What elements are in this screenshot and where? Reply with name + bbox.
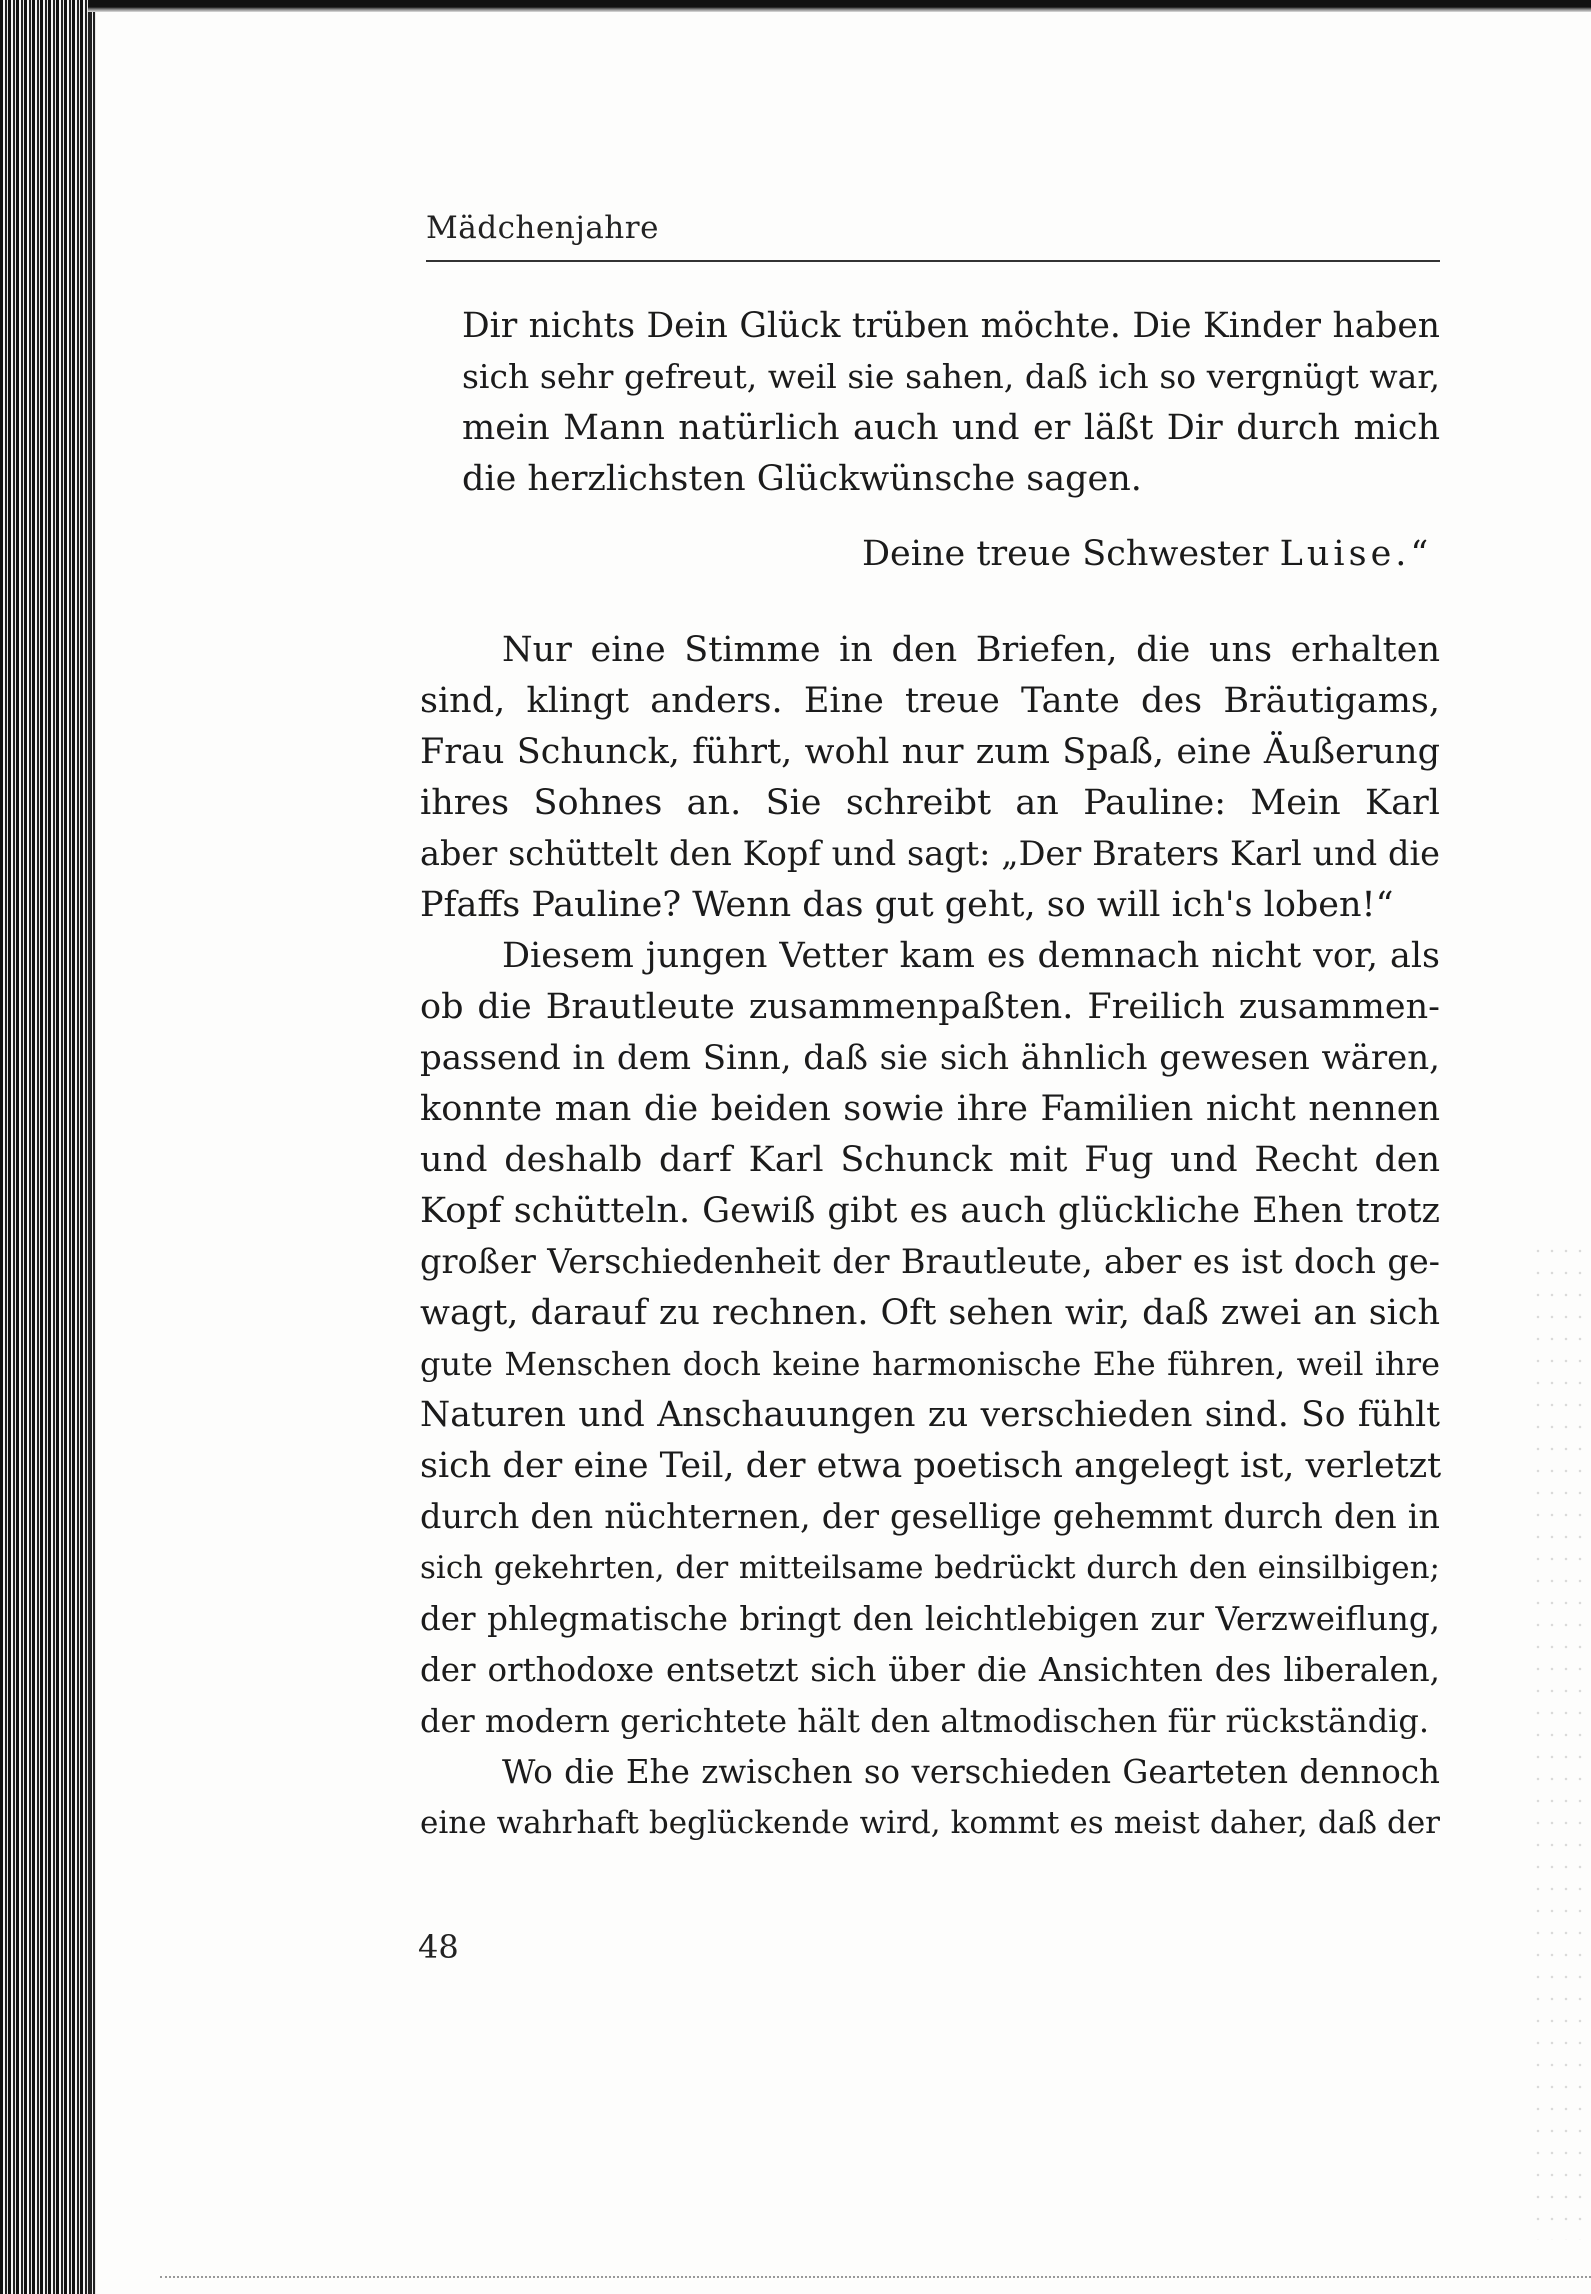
body-line: durch den nüchternen, der gesellige gehemmt durch den in bbox=[420, 1497, 1440, 1536]
running-head bbox=[426, 210, 1440, 260]
body-line: passend in dem Sinn, daß sie sich ähnlich gewesen wären, bbox=[420, 1038, 1440, 1078]
body-line: großer Verschiedenheit der Brautleute, aber es ist doch ge- bbox=[420, 1242, 1440, 1281]
body-line: gute Menschen doch keine harmonische Ehe führen, weil ihre bbox=[420, 1345, 1440, 1383]
body-line: eine wahrhaft beglückende wird, kommt es meist daher, daß der bbox=[420, 1805, 1440, 1841]
body-line: Nur eine Stimme in den Briefen, die uns erhalten bbox=[502, 630, 1440, 670]
letter-line: sich sehr gefreut, weil sie sahen, daß ich so vergnügt war, bbox=[462, 357, 1440, 396]
body-line: ihres Sohnes an. Sie schreibt an Pauline: Mein Karl bbox=[420, 783, 1440, 823]
page-number: 48 bbox=[418, 1928, 459, 1966]
page-edge-shadow bbox=[88, 0, 92, 2294]
body-line: ob die Brautleute zusammenpaßten. Freilich zusammen- bbox=[420, 987, 1440, 1027]
body-line: sich der eine Teil, der etwa poetisch angelegt ist, verletzt bbox=[420, 1446, 1442, 1486]
top-page-edge bbox=[88, 0, 1591, 12]
body-line: der phlegmatische bringt den leichtlebigen zur Verzweiflung, bbox=[420, 1600, 1440, 1638]
body-line: Kopf schütteln. Gewiß gibt es auch glückliche Ehen trotz bbox=[420, 1191, 1440, 1231]
body-line: Frau Schunck, führt, wohl nur zum Spaß, eine Äußerung bbox=[420, 732, 1440, 772]
bottom-page-edge bbox=[160, 2276, 1591, 2280]
book-spine bbox=[0, 0, 96, 2294]
body-line: sich gekehrten, der mitteilsame bedrückt durch den einsilbigen; bbox=[420, 1550, 1440, 1586]
letter-closing bbox=[862, 534, 1432, 574]
letter-closing-text: Deine treue Schwester bbox=[862, 534, 1269, 574]
running-head-title: Mädchenjahre bbox=[426, 210, 659, 246]
body-line: Diesem jungen Vetter kam es demnach nicht vor, als bbox=[502, 936, 1440, 976]
paper-specks bbox=[1531, 1240, 1591, 2240]
body-line: aber schüttelt den Kopf und sagt: „Der Braters Karl und die bbox=[420, 834, 1440, 873]
body-line: wagt, darauf zu rechnen. Oft sehen wir, daß zwei an sich bbox=[420, 1293, 1440, 1333]
letter-signature: Luise.“ bbox=[1279, 534, 1433, 574]
letter-line: Dir nichts Dein Glück trüben möchte. Die Kinder haben bbox=[462, 306, 1440, 346]
header-rule bbox=[426, 260, 1440, 262]
letter-line: die herzlichsten Glückwünsche sagen. bbox=[462, 459, 1142, 499]
body-line: der orthodoxe entsetzt sich über die Ansichten des liberalen, bbox=[420, 1651, 1440, 1689]
body-line: Pfaffs Pauline? Wenn das gut geht, so will ich's loben!“ bbox=[420, 885, 1394, 925]
body-line: sind, klingt anders. Eine treue Tante des Bräutigams, bbox=[420, 681, 1440, 721]
body-line: der modern gerichtete hält den altmodischen für rückständig. bbox=[420, 1702, 1430, 1740]
letter-line: mein Mann natürlich auch und er läßt Dir durch mich bbox=[462, 408, 1440, 448]
body-line: Wo die Ehe zwischen so verschieden Gearteten dennoch bbox=[502, 1753, 1440, 1791]
body-line: konnte man die beiden sowie ihre Familien nicht nennen bbox=[420, 1089, 1440, 1129]
body-line: und deshalb darf Karl Schunck mit Fug und Recht den bbox=[420, 1140, 1440, 1180]
body-line: Naturen und Anschauungen zu verschieden sind. So fühlt bbox=[420, 1395, 1440, 1435]
